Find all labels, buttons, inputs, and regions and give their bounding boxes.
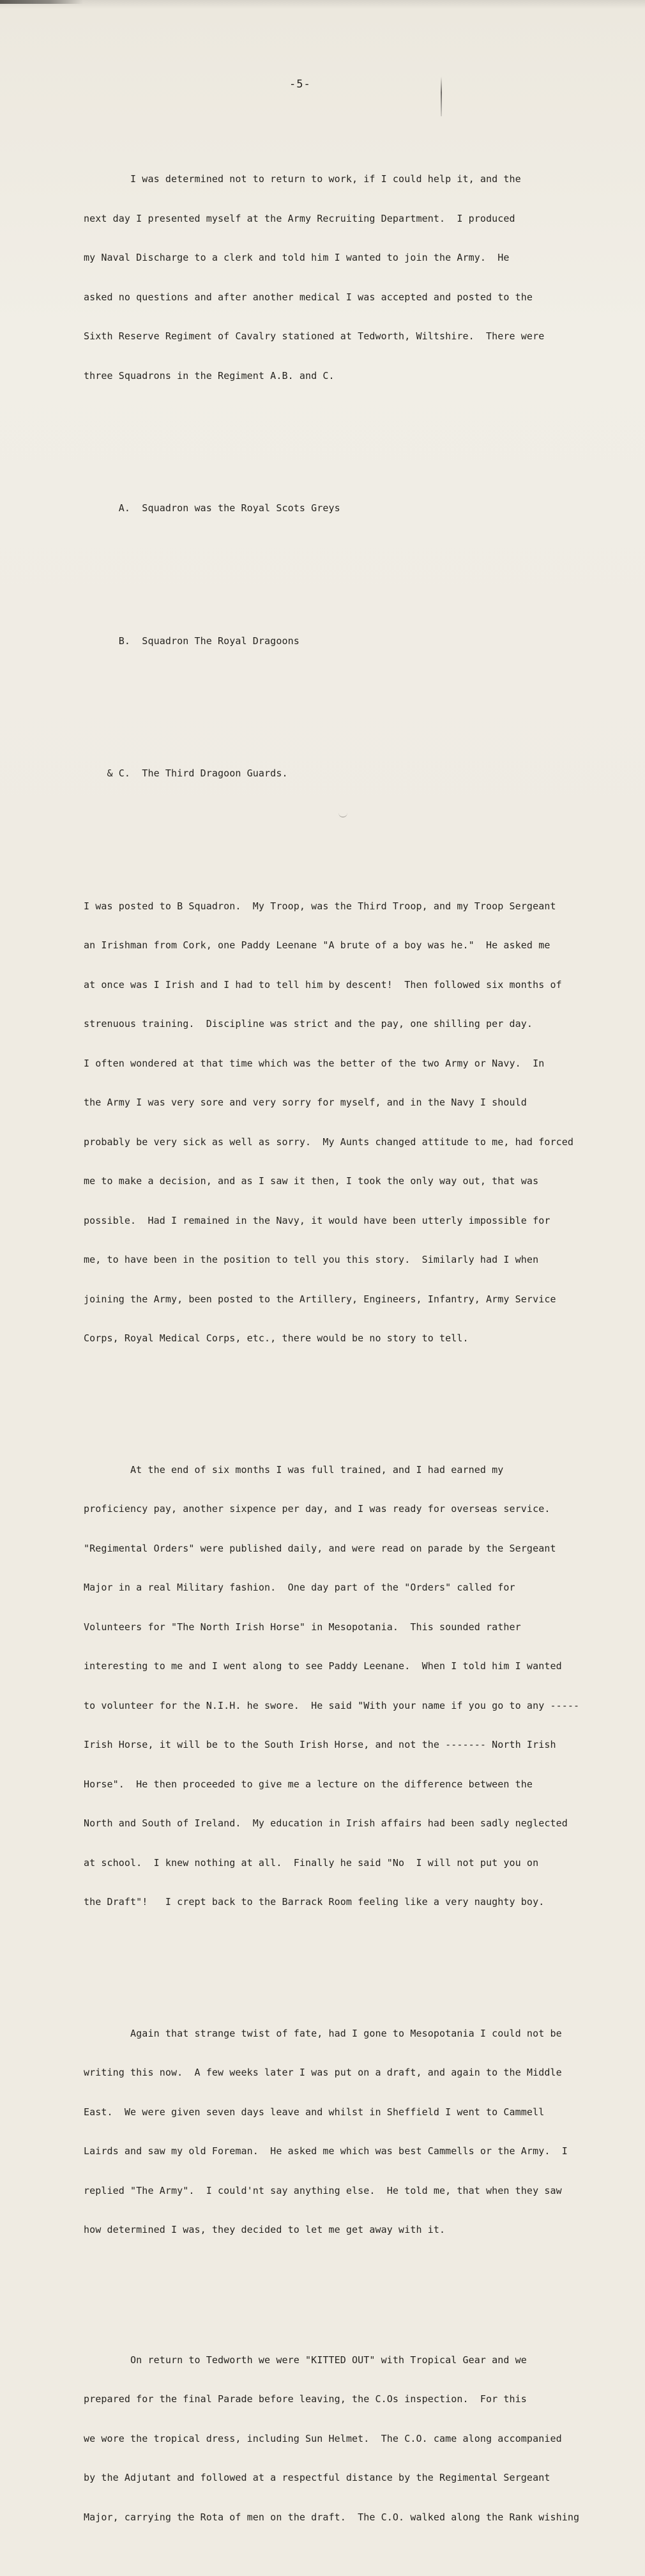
- paragraph-enlistment: [84, 146, 639, 408]
- text-line: an Irishman from Cork, one Paddy Leenane "A brute of a boy was he." He asked me: [84, 939, 550, 951]
- text-line: my Naval Discharge to a clerk and told him I wanted to join the Army. He: [84, 252, 510, 263]
- text-line: "Regimental Orders" were published daily, and were read on parade by the Sergeant: [84, 1542, 556, 1554]
- text-line: Volunteers for "The North Irish Horse" in Mesopotania. This sounded rather: [84, 1621, 521, 1633]
- text-line: how determined I was, they decided to let me get away with it.: [84, 2224, 446, 2235]
- text-line: & C. The Third Dragoon Guards.: [84, 767, 288, 779]
- text-line: A. Squadron was the Royal Scots Greys: [84, 502, 340, 514]
- paragraph-fate: [84, 2001, 639, 2263]
- paragraph-tedworth: [84, 2327, 639, 2550]
- text-line: the Army I was very sore and very sorry for myself, and in the Navy I should: [84, 1097, 527, 1108]
- text-line: East. We were given seven days leave and whilst in Sheffield I went to Cammell: [84, 2106, 545, 2118]
- text-line: writing this now. A few weeks later I was put on a draft, and again to the Middle: [84, 2067, 562, 2078]
- text-line: strenuous training. Discipline was strict and the pay, one shilling per day.: [84, 1018, 533, 1030]
- text-line: joining the Army, been posted to the Artillery, Engineers, Infantry, Army Service: [84, 1293, 556, 1305]
- text-line: Corps, Royal Medical Corps, etc., there would be no story to tell.: [84, 1332, 469, 1344]
- text-line: proficiency pay, another sixpence per day, and I was ready for overseas service.: [84, 1503, 550, 1515]
- text-line: B. Squadron The Royal Dragoons: [84, 635, 300, 647]
- text-line: me, to have been in the position to tell you this story. Similarly had I when: [84, 1254, 539, 1265]
- text-line: probably be very sick as well as sorry. My Aunts changed attitude to me, had forced: [84, 1136, 573, 1148]
- text-line: Irish Horse, it will be to the South Irish Horse, and not the ------- North Irish: [84, 1739, 556, 1750]
- squadron-b: [84, 608, 639, 674]
- ink-smudge: [0, 0, 83, 4]
- paragraph-training: [84, 1437, 639, 1935]
- text-line: possible. Had I remained in the Navy, it would have been utterly impossible for: [84, 1214, 550, 1226]
- text-line: at once was I Irish and I had to tell him by descent! Then followed six months of: [84, 978, 562, 991]
- text-line: Again that strange twist of fate, had I gone to Mesopotania I could not be: [84, 2027, 562, 2039]
- text-line: to volunteer for the N.I.H. he swore. He said "With your name if you go to any -----: [84, 1699, 580, 1711]
- text-line: interesting to me and I went along to see Paddy Leenane. When I told him I wanted: [84, 1660, 562, 1672]
- text-line: Sixth Reserve Regiment of Cavalry stationed at Tedworth, Wiltshire. There were: [84, 330, 545, 342]
- text-line: North and South of Ireland. My education in Irish affairs had been sadly neglected: [84, 1817, 568, 1829]
- text-line: asked no questions and after another medical I was accepted and posted to the: [84, 291, 533, 303]
- body-text: [84, 120, 639, 2576]
- text-line: replied "The Army". I could'nt say anything else. He told me, that when they saw: [84, 2184, 562, 2196]
- text-line: Major in a real Military fashion. One day part of the "Orders" called for: [84, 1582, 515, 1593]
- text-line: On return to Tedworth we were "KITTED OUT" with Tropical Gear and we: [84, 2354, 527, 2366]
- text-line: Major, carrying the Rota of men on the draft. The C.O. walked along the Rank wishing: [84, 2511, 580, 2523]
- text-line: I was posted to B Squadron. My Troop, was the Third Troop, and my Troop Sergeant: [84, 900, 556, 912]
- text-line: at school. I knew nothing at all. Finally he said "No I will not put you on: [84, 1856, 539, 1869]
- text-line: prepared for the final Parade before leaving, the C.Os inspection. For this: [84, 2393, 527, 2405]
- text-line: I was determined not to return to work, if I could help it, and the: [84, 173, 521, 185]
- text-line: Lairds and saw my old Foreman. He asked me which was best Cammells or the Army. I: [84, 2145, 568, 2157]
- text-line: I often wondered at that time which was the better of the two Army or Navy. In: [84, 1057, 545, 1069]
- text-line: next day I presented myself at the Army Recruiting Department. I produced: [84, 212, 515, 224]
- squadron-a: [84, 475, 639, 541]
- text-line: we wore the tropical dress, including Sun Helmet. The C.O. came along accompanied: [84, 2432, 562, 2444]
- text-line: the Draft"! I crept back to the Barrack Room feeling like a very naughty boy.: [84, 1896, 545, 1908]
- text-line: me to make a decision, and as I saw it then, I took the only way out, that was: [84, 1175, 539, 1187]
- page-top-edge-shadow: [0, 0, 645, 9]
- text-line: by the Adjutant and followed at a respectful distance by the Regimental Sergeant: [84, 2472, 550, 2483]
- pencil-mark: [441, 77, 442, 116]
- page-number: -5-: [289, 78, 311, 91]
- text-line: Horse". He then proceeded to give me a lecture on the difference between the: [84, 1778, 533, 1790]
- paragraph-b-squadron: [84, 874, 639, 1371]
- squadron-c: [84, 741, 639, 806]
- text-line: three Squadrons in the Regiment A.B. and C.: [84, 369, 335, 382]
- text-line: At the end of six months I was full trained, and I had earned my: [84, 1463, 504, 1476]
